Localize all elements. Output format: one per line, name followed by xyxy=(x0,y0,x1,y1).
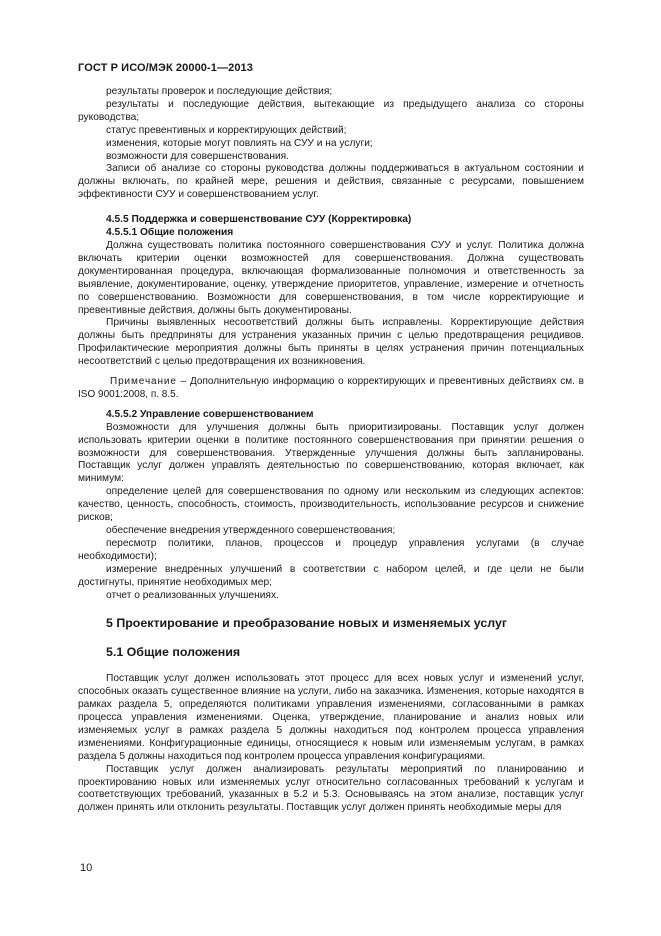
list-item: измерение внедренных улучшений в соответствии с набором целей, и где цели не были достигнуты, принятие необходимых мер; xyxy=(78,563,584,588)
document-body xyxy=(78,86,584,815)
list-item: статус превентивных и корректирующих действий; xyxy=(106,124,347,136)
list-item: результаты и последующие действия, вытекающие из предыдущего анализа со стороны руководства; xyxy=(78,98,584,123)
list-item: пересмотр политики, планов, процессов и процедур управления услугами (в случае необходимости); xyxy=(78,537,584,562)
paragraph: Причины выявленных несоответствий должны быть исправлены. Корректирующие действия должны быть предприняты для устранения указанных причин с целью предотвращения рецидивов. Профилактические мероприятия должны быть приняты в целях устранения причин потенциальных несоответствий с целью предотвращения их возникновения. xyxy=(78,317,584,368)
note-label: Примечание xyxy=(110,376,177,388)
paragraph: Должна существовать политика постоянного совершенствования СУУ и услуг. Политика должна включать критерии оценки возможностей для совершенствования. Должна существовать документированная процедура, включающая формализованные полномочия и ответственность за выявление, документирование, оценку, утверждение приоритетов, управление, измерение и отчетность по совершенствованию. Возможности для совершенствования, в том числе корректирующие и превентивные действия, должны быть документированы. xyxy=(78,239,584,316)
list-item: отчет о реализованных улучшениях. xyxy=(106,589,279,601)
list-item: возможности для совершенствования. xyxy=(106,150,290,162)
paragraph: Записи об анализе со стороны руководства должны поддерживаться в актуальном состоянии и должны включать, по крайней мере, решения и действия, связанные с ресурсами, повышением эффективности СУУ и совершенствованием услуг. xyxy=(78,163,584,201)
list-item: результаты проверок и последующие действия; xyxy=(106,86,333,97)
note xyxy=(78,376,584,402)
list-item: изменения, которые могут повлиять на СУУ и на услуги; xyxy=(106,137,373,149)
paragraph: Поставщик услуг должен использовать этот процесс для всех новых услуг и изменений услуг, способных оказать существенное влияние на услуги, либо на заказчика. Изменения, которые находятся в рамках раздела 5, определяются политиками управления изменениями, согласованными в рамках процесса управления изменениями. Оценка, утверждение, планирование и анализ новых или изменяемых услуг в рамках раздела 5 должны находиться под контролем процесса управления изменениями. Конфигурационные единицы, относящиеся к новым или изменяемым услугам, в рамках раздела 5 должны находиться под контролем процесса управления конфигурациями. xyxy=(78,673,584,762)
subsection-heading: 4.5.5.2 Управление совершенствованием xyxy=(106,408,314,420)
paragraph: Возможности для улучшения должны быть приоритизированы. Поставщик услуг должен использовать критерии оценки в политике постоянного совершенствования при принятии решения о возможности для совершенствования. Утвержденные улучшения должны быть запланированы. Поставщик услуг должен управлять деятельностью по совершенствованию, которая включает, как минимум: xyxy=(78,421,584,485)
chapter-heading: 5 Проектирование и преобразование новых и изменяемых услуг xyxy=(106,616,508,631)
paragraph: Поставщик услуг должен анализировать результаты мероприятий по планированию и проектированию новых или изменяемых услуг относительно согласованных требований к услугам и соответствующих требований, указанных в 5.2 и 5.3. Основываясь на этом анализе, поставщик услуг должен принять или отклонить результаты. Поставщик услуг должен принять необходимые меры для xyxy=(78,763,584,814)
list-item: определение целей для совершенствования по одному или нескольким из следующих аспектов: качество, ценность, способность, стоимость, производительность, использование ресурсов и снижение рисков; xyxy=(78,486,584,524)
note-text: – Дополнительную информацию о корректирующих и превентивных действиях см. в ISO 9001:2008, п. 8.5. xyxy=(78,376,584,400)
section-heading: 4.5.5 Поддержка и совершенствование СУУ (Корректировка) xyxy=(106,214,412,226)
page-number: 10 xyxy=(80,862,93,874)
list-item: обеспечение внедрения утвержденного совершенствования; xyxy=(106,525,396,536)
document-header: ГОСТ Р ИСО/МЭК 20000-1—2013 xyxy=(78,62,253,74)
section-heading: 5.1 Общие положения xyxy=(106,645,241,660)
subsection-heading: 4.5.5.1 Общие положения xyxy=(106,227,234,239)
